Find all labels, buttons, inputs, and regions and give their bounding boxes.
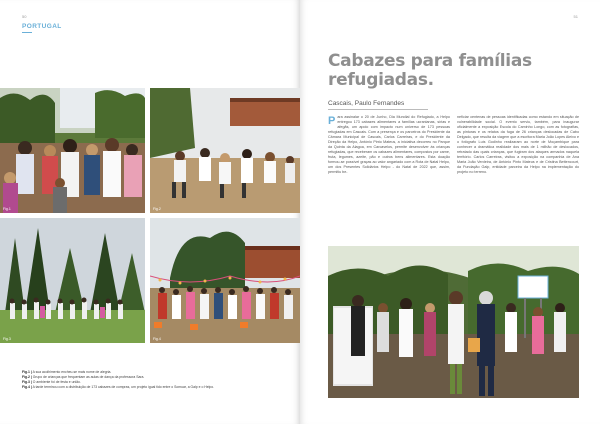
left-page-number: 50 [22,14,27,19]
section-label: PORTUGAL [22,23,62,30]
right-page [300,0,600,424]
photo-fig4-image [150,218,300,343]
photo-fig2-image [150,88,300,213]
photo-fig1 [0,88,145,213]
byline-rule [328,109,428,110]
body-text-2: neficiar centenas de pessoas identificadas como estando em situação de vulnerabilidade social. O evento serviu, também, para inaugurar oficialmente a exposição Escola do Caminho Longo, com as fotografias, as pinturas e os relatos da fuga de 26 crianças deslocadas de Cabo Delgado, que resulta da viagem que a escritora Maria João Lopes Aleixo e o fotógrafo Luís Godinho realizaram ao norte de Moçambique para conhecer a dramática realidade dos mais de 1 milhão de deslocados, retratado das quais crianças, que fugiram dos ataques armados naquela território. Carlos Carreiras, visitou a exposição na companhia de Ana Maria João Verdeira, de António Pinto Mateus e de Cristina Bettencourt, da Fundação Galp, entidade parceira da Helpo na implementação do projeto no terreno. [457,115,579,174]
body-column-1 [328,115,450,175]
article-byline: Cascais, Paulo Fernandes [328,100,405,107]
caption-fig1: Fig.1 | A sua acolhimento encheu-se mais nome de alegria. [22,370,112,374]
photo-captions [22,370,282,390]
fig3-tag: Fig.3 [3,337,11,341]
caption-fig3: Fig.3 | O ambiente foi de festa e união. [22,380,81,384]
right-page-number: 51 [573,14,578,19]
fig2-tag: Fig.2 [153,207,161,211]
photo-fig3-image [0,218,145,343]
caption-fig2: Fig.2 | Grupo de crianças que frequentam as aulas de dança da professora Sara. [22,375,145,379]
photo-fig3 [0,218,145,343]
body-column-2 [457,115,579,175]
caption-fig4: Fig.4 | A tarde terminou com a distribuição de 173 cabazes de compras, um projeto igual tido entre o Somuar, a Galp e o Helpo. [22,385,215,389]
body-text-1: ara assinalar o 20 de Junho, Dia Mundial do Refugiado, a Helpo entregou 173 cabazes alimentares a famílias ucranianas, sírias e afegãs, um apoio com impacto num universo de 173 pessoas refugiadas em Cascais. Com a presença e os parceiros do Presidente da Câmara Municipal de Cascais, Carlos Carreiras, e do Presidente da Direção da Helpo, António Pinto Mateus, a iniciativa decorreu no Parque da Quinta da Alagoa, em Carcavelos, permite desenvolver às crianças refugiadas, que receberam os cabazes alimentares, compostos por carne, fruta, legumes, azeite, pão e outros bens alimentares. Esta doação formou-se possível graças ao valor angariado com a Rota de Natal Helpo, um dos Presentes Solidários Helpo - do Natal de 2022 que, assim, permitiu be- [328,115,450,174]
fig4-tag: Fig.4 [153,337,161,341]
photo-fig1-image [0,88,145,213]
photo-fig4 [150,218,300,343]
article-title: Cabazes para famílias refugiadas. [328,51,532,90]
photo-event-image [328,246,579,398]
section-rule [22,32,32,33]
photo-event [328,246,579,398]
photo-fig2 [150,88,300,213]
fig1-tag: Fig.1 [3,207,11,211]
dropcap: P [328,115,336,127]
